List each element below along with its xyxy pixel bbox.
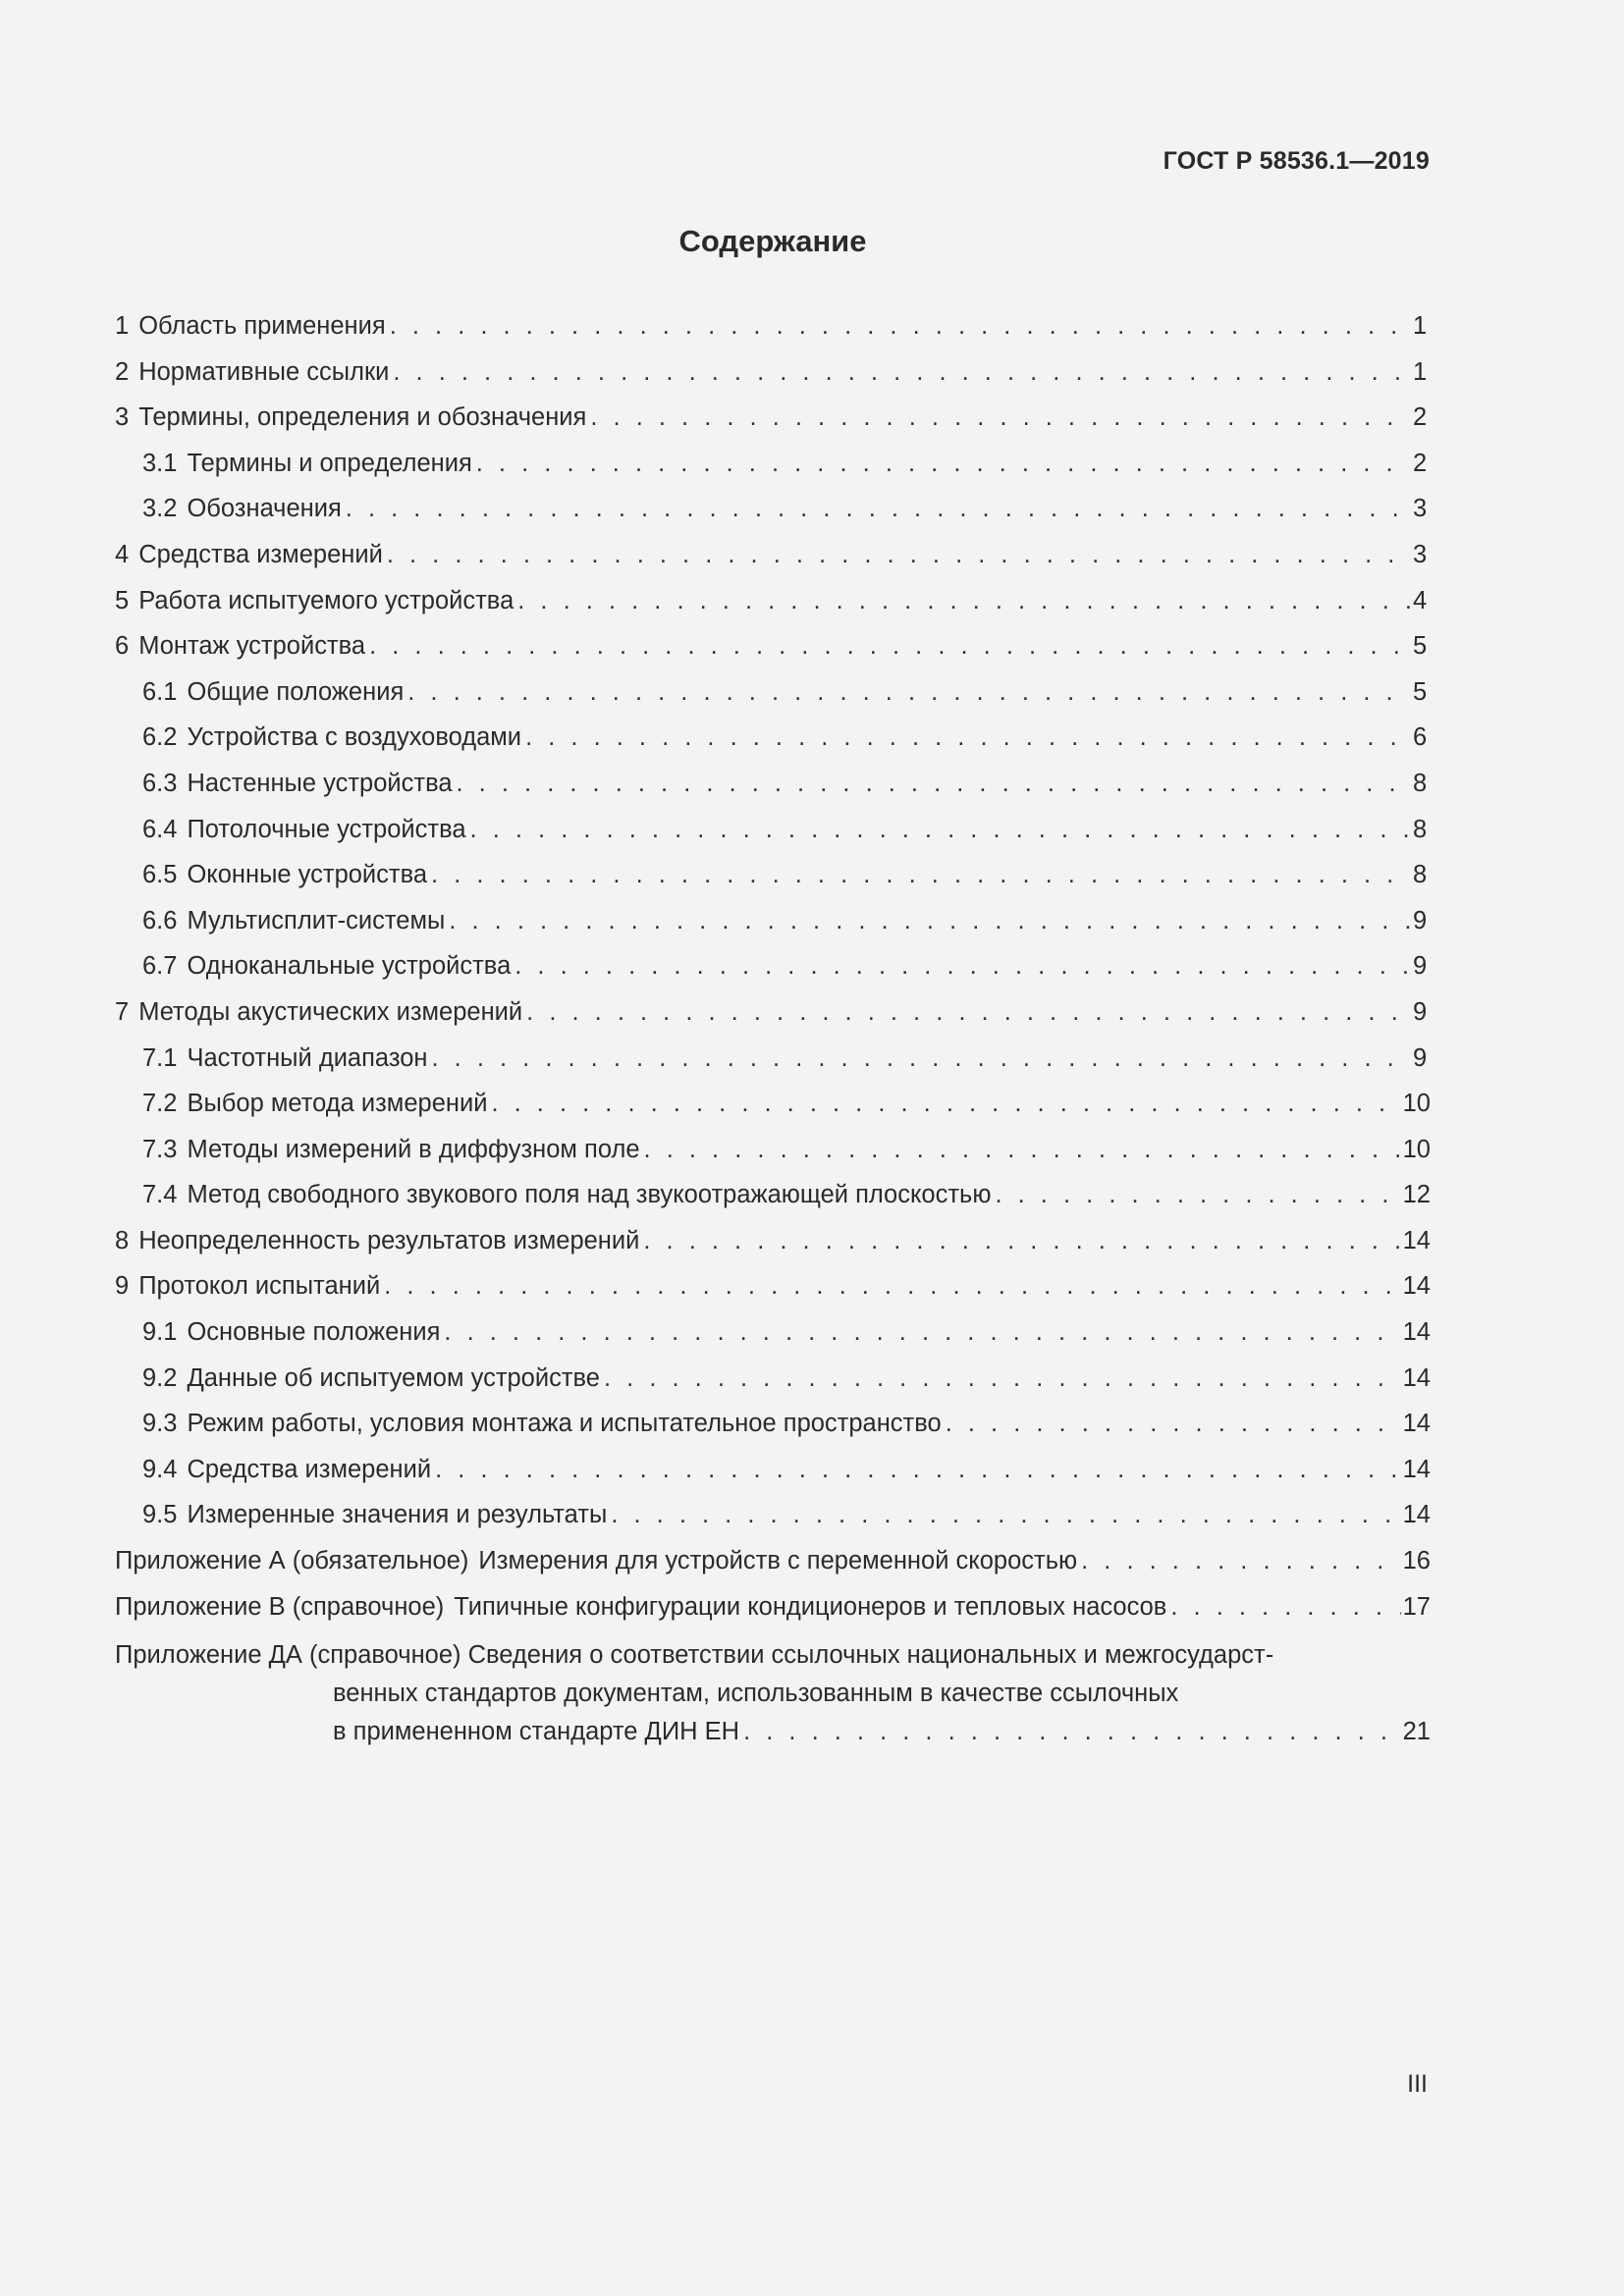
toc-item-title: Мультисплит-системы — [187, 906, 446, 934]
toc-item-number: 6.1 — [142, 677, 178, 706]
toc-item[interactable] — [115, 578, 1431, 624]
toc-subitem[interactable] — [115, 441, 1431, 487]
toc-item-number: 8 — [115, 1226, 130, 1255]
toc-item-title: Термины, определения и обозначения — [138, 403, 587, 432]
toc-item-title: Устройства с воздуховодами — [187, 723, 522, 752]
toc-item-page: 2 — [1413, 403, 1428, 432]
dot-leader — [449, 898, 1411, 944]
toc-item-title: Методы измерений в диффузном поле — [187, 1135, 640, 1163]
appendix-title-line-2: венных стандартов документам, использованным в качестве ссылочных — [333, 1680, 1179, 1708]
toc-item-title: Средства измерений — [187, 1455, 432, 1483]
dot-leader — [611, 1492, 1400, 1538]
dot-leader — [1081, 1538, 1401, 1584]
toc-item-title: Режим работы, условия монтажа и испытательное пространство — [187, 1410, 942, 1438]
toc-item-page: 8 — [1413, 861, 1428, 889]
toc-item[interactable] — [115, 395, 1431, 441]
toc-item-page: 1 — [1413, 357, 1428, 386]
toc-subitem[interactable] — [115, 1401, 1431, 1447]
toc-item-number: 7.2 — [142, 1090, 178, 1118]
toc-item-page: 6 — [1413, 723, 1428, 752]
toc-item-title: Метод свободного звукового поля над звукоотражающей плоскостью — [187, 1181, 992, 1209]
toc-item-number: 6.2 — [142, 723, 178, 752]
toc-item-page: 4 — [1413, 586, 1428, 614]
dot-leader — [590, 395, 1411, 441]
toc-item-page: 3 — [1413, 540, 1428, 568]
page-number: III — [1407, 2070, 1428, 2098]
toc-item-page: 9 — [1413, 906, 1428, 934]
dot-leader — [946, 1401, 1401, 1447]
toc-item[interactable] — [115, 303, 1431, 349]
toc-item-title: Методы акустических измерений — [138, 997, 523, 1026]
toc-item-page: 5 — [1413, 632, 1428, 661]
dot-leader — [384, 1263, 1400, 1309]
toc-item-number: 6 — [115, 632, 130, 661]
appendix-label: Приложение А (обязательное) — [115, 1547, 469, 1575]
toc-appendix-a[interactable] — [115, 1538, 1431, 1584]
toc-item-title: Оконные устройства — [187, 861, 428, 889]
dot-leader — [369, 623, 1411, 669]
toc-item-title: Потолочные устройства — [187, 815, 466, 843]
dot-leader — [743, 1712, 1401, 1751]
toc-subitem[interactable] — [115, 669, 1431, 716]
toc-item-title: Термины и определения — [187, 449, 472, 477]
toc-item-title: Измеренные значения и результаты — [187, 1501, 608, 1529]
toc-item-number: 7.4 — [142, 1181, 178, 1209]
toc-item-title: Неопределенность результатов измерений — [138, 1226, 640, 1255]
toc-item-number: 3.2 — [142, 495, 178, 523]
toc-item-number: 1 — [115, 312, 130, 340]
toc-item-page: 8 — [1413, 815, 1428, 843]
toc-item-page: 14 — [1402, 1272, 1431, 1301]
toc-subitem[interactable] — [115, 807, 1431, 853]
appendix-title: Измерения для устройств с переменной скоростью — [478, 1547, 1078, 1575]
appendix-title-line-3: в примененном стандарте ДИН ЕН — [333, 1718, 740, 1746]
dot-leader — [995, 1172, 1400, 1218]
appendix-title: Типичные конфигурации кондиционеров и тепловых насосов — [454, 1592, 1167, 1621]
toc-subitem[interactable] — [115, 1492, 1431, 1538]
toc-item-number: 7.1 — [142, 1043, 178, 1072]
toc-item-page: 9 — [1413, 1043, 1428, 1072]
dot-leader — [491, 1081, 1400, 1127]
toc-subitem[interactable] — [115, 761, 1431, 807]
dot-leader — [525, 715, 1411, 761]
toc-item-title: Средства измерений — [138, 540, 383, 568]
toc-subitem[interactable] — [115, 898, 1431, 944]
toc-item-page: 17 — [1402, 1592, 1431, 1621]
appendix-da-first-line — [115, 1635, 1431, 1675]
dot-leader — [470, 807, 1411, 853]
toc-item-title: Выбор метода измерений — [187, 1090, 488, 1118]
toc-subitem[interactable] — [115, 852, 1431, 898]
toc-item-page: 9 — [1413, 997, 1428, 1026]
toc-item-page: 8 — [1413, 769, 1428, 797]
appendix-title-line-1: Сведения о соответствии ссылочных национальных и межгосударст- — [467, 1641, 1274, 1670]
toc-item-title: Основные положения — [187, 1318, 441, 1347]
appendix-label: Приложение ДА (справочное) — [115, 1641, 461, 1670]
toc-subitem[interactable] — [115, 1081, 1431, 1127]
toc-subitem[interactable] — [115, 715, 1431, 761]
toc-subitem[interactable] — [115, 1356, 1431, 1402]
toc-item-number: 6.6 — [142, 906, 178, 934]
toc-item-page: 14 — [1402, 1501, 1431, 1529]
dot-leader — [604, 1356, 1401, 1402]
dot-leader — [431, 852, 1411, 898]
toc-subitem[interactable] — [115, 486, 1431, 532]
toc-item[interactable] — [115, 1263, 1431, 1309]
toc-item-page: 1 — [1413, 312, 1428, 340]
toc-item-page: 14 — [1402, 1455, 1431, 1483]
toc-item-page: 5 — [1413, 677, 1428, 706]
toc-item-page: 14 — [1402, 1363, 1431, 1392]
toc-item-title: Нормативные ссылки — [138, 357, 390, 386]
dot-leader — [514, 943, 1411, 989]
dot-leader — [1170, 1584, 1400, 1630]
toc-item-title: Общие положения — [187, 677, 405, 706]
toc-item-number: 6.4 — [142, 815, 178, 843]
dot-leader — [517, 578, 1411, 624]
dot-leader — [644, 1127, 1401, 1173]
toc-item-number: 5 — [115, 586, 130, 614]
toc-item-page: 21 — [1402, 1718, 1431, 1746]
dot-leader — [432, 1036, 1412, 1082]
toc-item[interactable] — [115, 1218, 1431, 1264]
toc-item-title: Обозначения — [187, 495, 342, 523]
toc-item-page: 10 — [1402, 1090, 1431, 1118]
toc-item-page: 2 — [1413, 449, 1428, 477]
dot-leader — [444, 1309, 1400, 1356]
dot-leader — [476, 441, 1411, 487]
dot-leader — [457, 761, 1411, 807]
appendix-da-last-line — [115, 1712, 1431, 1751]
dot-leader — [435, 1447, 1401, 1493]
toc-subitem[interactable] — [115, 1127, 1431, 1173]
toc-item-number: 9.4 — [142, 1455, 178, 1483]
dot-leader — [526, 989, 1411, 1036]
toc-appendix-da[interactable] — [115, 1629, 1431, 1751]
toc-item-number: 2 — [115, 357, 130, 386]
toc-item-number: 7 — [115, 997, 130, 1026]
toc-appendix-b[interactable] — [115, 1584, 1431, 1630]
toc-title: Содержание — [678, 224, 867, 258]
toc-item-number: 9.1 — [142, 1318, 178, 1347]
table-of-contents — [115, 303, 1431, 1751]
toc-item-number: 6.5 — [142, 861, 178, 889]
toc-item-page: 14 — [1402, 1410, 1431, 1438]
toc-item-number: 3.1 — [142, 449, 178, 477]
toc-item-number: 9 — [115, 1272, 130, 1301]
toc-item-title: Область применения — [138, 312, 386, 340]
toc-subitem[interactable] — [115, 1172, 1431, 1218]
toc-item[interactable] — [115, 532, 1431, 578]
dot-leader — [387, 532, 1411, 578]
dot-leader — [407, 669, 1411, 716]
toc-item-number: 3 — [115, 403, 130, 432]
toc-item-page: 14 — [1402, 1318, 1431, 1347]
toc-item-page: 16 — [1402, 1547, 1431, 1575]
toc-item-number: 7.3 — [142, 1135, 178, 1163]
dot-leader — [393, 349, 1411, 396]
toc-item-page: 3 — [1413, 495, 1428, 523]
toc-item-page: 12 — [1402, 1181, 1431, 1209]
toc-item-number: 4 — [115, 540, 130, 568]
toc-subitem[interactable] — [115, 1309, 1431, 1356]
toc-item-page: 9 — [1413, 952, 1428, 981]
toc-subitem[interactable] — [115, 1036, 1431, 1082]
toc-item-number: 6.7 — [142, 952, 178, 981]
toc-item-number: 6.3 — [142, 769, 178, 797]
toc-item-page: 14 — [1402, 1226, 1431, 1255]
toc-subitem[interactable] — [115, 943, 1431, 989]
toc-item-title: Монтаж устройства — [138, 632, 366, 661]
toc-item-title: Настенные устройства — [187, 769, 453, 797]
toc-item-title: Работа испытуемого устройства — [138, 586, 514, 614]
toc-item[interactable] — [115, 623, 1431, 669]
dot-leader — [643, 1218, 1400, 1264]
document-code: ГОСТ Р 58536.1—2019 — [1163, 147, 1430, 175]
appendix-label: Приложение В (справочное) — [115, 1592, 445, 1621]
toc-item-page: 10 — [1402, 1135, 1431, 1163]
toc-item-title: Одноканальные устройства — [187, 952, 512, 981]
toc-item-title: Частотный диапазон — [187, 1043, 428, 1072]
toc-item-title: Данные об испытуемом устройстве — [187, 1363, 600, 1392]
dot-leader — [390, 303, 1411, 349]
toc-item-title: Протокол испытаний — [138, 1272, 381, 1301]
toc-item-number: 9.2 — [142, 1363, 178, 1392]
toc-item-number: 9.5 — [142, 1501, 178, 1529]
toc-item[interactable] — [115, 349, 1431, 396]
toc-subitem[interactable] — [115, 1447, 1431, 1493]
toc-item-number: 9.3 — [142, 1410, 178, 1438]
dot-leader — [346, 486, 1411, 532]
toc-item[interactable] — [115, 989, 1431, 1036]
